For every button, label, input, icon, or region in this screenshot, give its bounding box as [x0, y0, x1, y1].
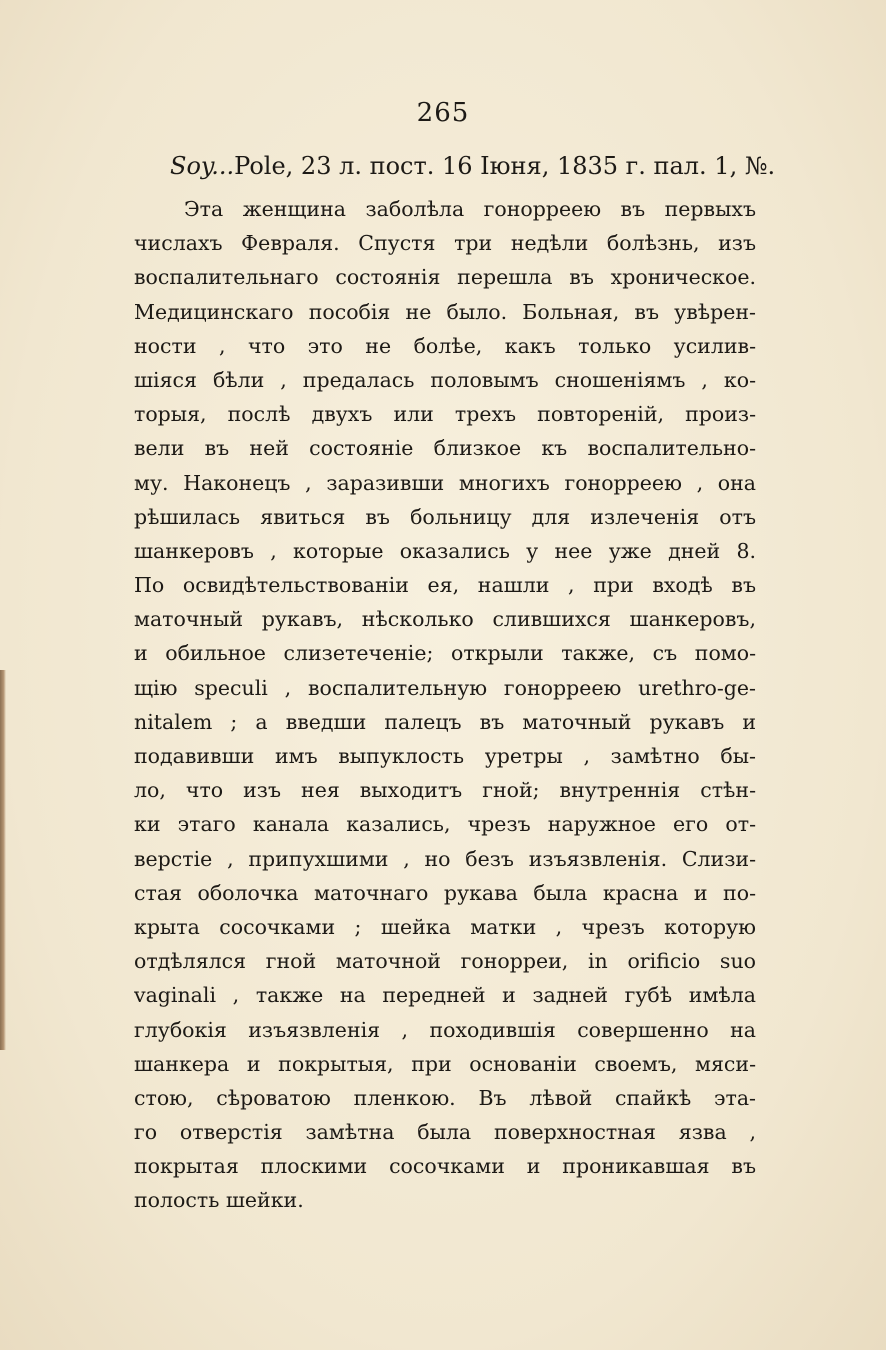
case-heading — [170, 152, 776, 180]
text-line: полость шейки. — [134, 1188, 304, 1213]
text-line: маточный рукавъ, нѣсколько слившихся шанкеровъ, — [134, 607, 756, 632]
text-line: щію speculi , воспалительную гонорреею urethro-ge- — [134, 675, 756, 700]
case-heading-italic: Soy... — [170, 152, 235, 180]
text-line: ки этаго канала казались, чрезъ наружное его от- — [134, 812, 756, 837]
page-number: 265 — [416, 98, 470, 128]
text-line: отдѣлялся гной маточной гонорреи, in orificio suo — [134, 949, 756, 974]
text-line: По освидѣтельствованіи ея, нашли , при входѣ въ — [134, 573, 756, 598]
binding-edge — [0, 670, 6, 1050]
text-line: покрытая плоскими сосочками и проникавшая въ — [134, 1154, 756, 1179]
text-line: му. Наконецъ , заразивши многихъ гонорреею , она — [134, 470, 756, 495]
text-line: Эта женщина заболѣла гонорреею въ первыхъ — [184, 197, 756, 221]
text-line: ности , что это не болѣе, какъ только усилив- — [134, 333, 756, 358]
text-line: шанкеровъ , которые оказались у нее уже дней 8. — [134, 538, 756, 563]
text-line: шіяся бѣли , предалась половымъ сношеніямъ , ко- — [134, 367, 756, 392]
text-line: nitalem ; а введши палецъ въ маточный рукавъ и — [134, 709, 756, 734]
text-line: стая оболочка маточнаго рукава была красна и по- — [134, 880, 756, 905]
case-body — [134, 192, 756, 1218]
text-line: числахъ Февраля. Спустя три недѣли болѣзнь, изъ — [134, 231, 756, 256]
text-line: ло, что изъ нея выходитъ гной; внутреннія стѣн- — [134, 778, 756, 803]
text-line: вели въ ней состояніе близкое къ воспалительно- — [134, 436, 756, 461]
text-line: vaginali , также на передней и задней губѣ имѣла — [134, 983, 756, 1008]
text-line: стою, сѣроватою пленкою. Въ лѣвой спайкѣ эта- — [134, 1085, 756, 1110]
text-line: и обильное слизетеченіе; открыли также, съ помо- — [134, 641, 756, 666]
text-line: крыта сосочками ; шейка матки , чрезъ которую — [134, 914, 756, 939]
text-line: подавивши имъ выпуклость уретры , замѣтно бы- — [134, 744, 756, 768]
text-line: рѣшилась явиться въ больницу для излеченія отъ — [134, 504, 756, 529]
text-line: верстіе , припухшими , но безъ изъязвленія. Слизи- — [134, 846, 756, 871]
text-line: го отверстія замѣтна была поверхностная язва , — [134, 1120, 756, 1145]
text-line: торыя, послѣ двухъ или трехъ повтореній, произ- — [134, 402, 756, 427]
text-line: шанкера и покрытыя, при основаніи своемъ, мяси- — [134, 1051, 756, 1076]
case-heading-text: Pole, 23 л. пост. 16 Іюня, 1835 г. пал. 1, №. — [234, 152, 776, 180]
text-line: Медицинскаго пособія не было. Больная, въ увѣрен- — [134, 299, 756, 324]
text-line: воспалительнаго состоянія перешла въ хроническое. — [134, 265, 756, 290]
text-line: глубокія изъязвленія , походившія совершенно на — [134, 1017, 756, 1042]
